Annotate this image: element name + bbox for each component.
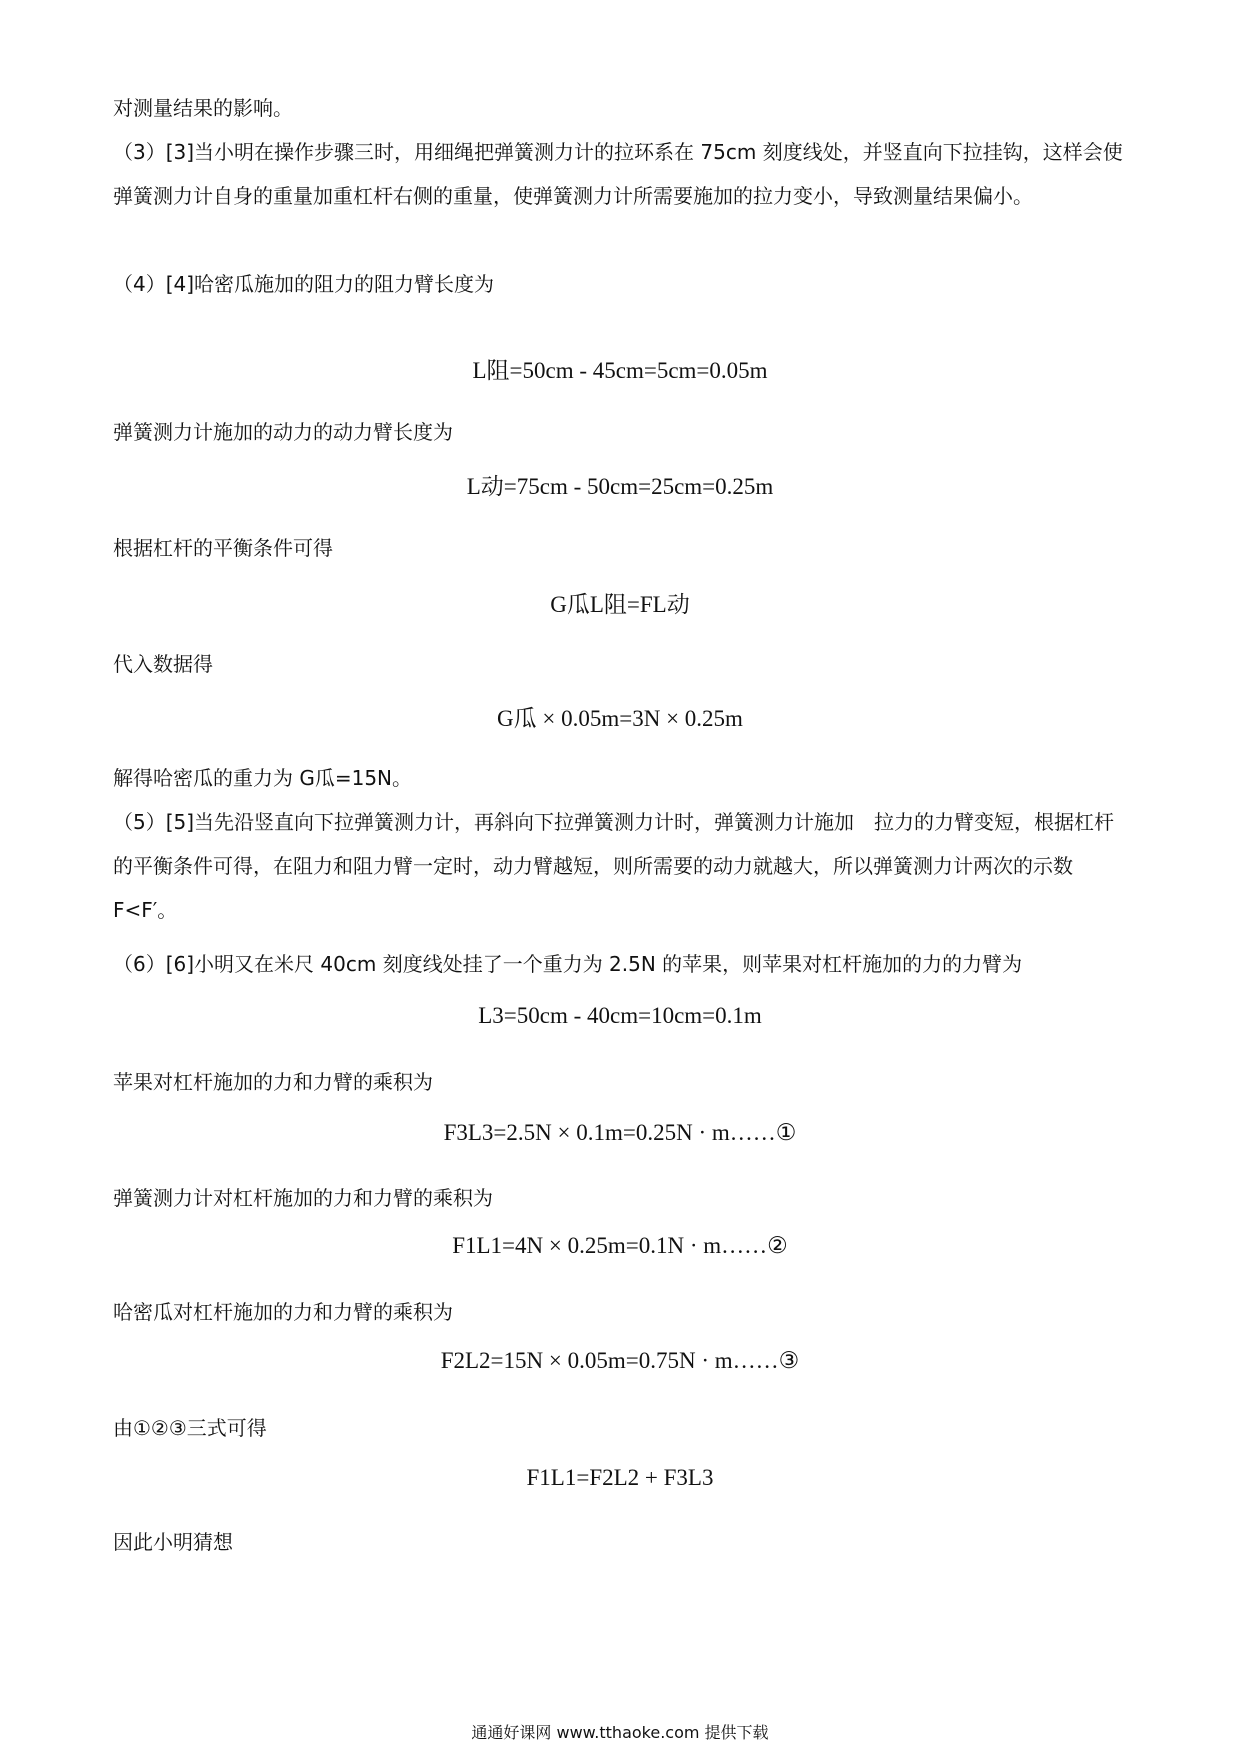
- equation-effort-arm: L动=75cm - 50cm=25cm=0.25m: [466, 474, 774, 499]
- paragraph-balance-condition: 根据杠杆的平衡条件可得: [113, 536, 333, 560]
- paragraph-step-4: （4）[4]哈密瓜施加的阻力的阻力臂长度为: [113, 272, 495, 296]
- paragraph-substitute: 代入数据得: [113, 652, 213, 676]
- equation-balance: G瓜L阻=FL动: [550, 592, 690, 617]
- equation-melon-product: F2L2=15N × 0.05m=0.75N · m……③: [440, 1348, 800, 1373]
- paragraph-step-3: （3）[3]当小明在操作步骤三时，用细绳把弹簧测力计的拉环系在 75cm 刻度线处，并竖直向下拉挂钩，这样会使弹簧测力计自身的重量加重杠杆右侧的重量，使弹簧测力计所需要施加的拉力变小，导致测量结果偏小。: [113, 140, 1123, 208]
- page-footer: 通通好课网 www.tthaoke.com 提供下载: [471, 1723, 769, 1742]
- paragraph-apple-product: 苹果对杠杆施加的力和力臂的乘积为: [113, 1070, 433, 1094]
- paragraph-melon-product: 哈密瓜对杠杆施加的力和力臂的乘积为: [113, 1300, 453, 1324]
- equation-apple-product: F3L3=2.5N × 0.1m=0.25N · m……①: [443, 1120, 797, 1145]
- paragraph-effect-on-result: 对测量结果的影响。: [113, 96, 293, 120]
- equation-resistance-arm: L阻=50cm - 45cm=5cm=0.05m: [472, 358, 768, 383]
- paragraph-effort-arm-intro: 弹簧测力计施加的动力的动力臂长度为: [113, 420, 453, 444]
- equation-combined: F1L1=F2L2 + F3L3: [526, 1465, 714, 1490]
- equation-spring-product: F1L1=4N × 0.25m=0.1N · m……②: [452, 1233, 788, 1258]
- equation-substituted: G瓜 × 0.05m=3N × 0.25m: [497, 706, 743, 731]
- paragraph-spring-product: 弹簧测力计对杠杆施加的力和力臂的乘积为: [113, 1186, 493, 1210]
- paragraph-combine: 由①②③三式可得: [113, 1416, 267, 1440]
- paragraph-step-6: （6）[6]小明又在米尺 40cm 刻度线处挂了一个重力为 2.5N 的苹果，则苹果对杠杆施加的力的力臂为: [113, 952, 1023, 976]
- paragraph-melon-weight: 解得哈密瓜的重力为 G瓜=15N。: [113, 766, 413, 790]
- paragraph-conclusion: 因此小明猜想: [113, 1530, 233, 1554]
- paragraph-step-5: （5）[5]当先沿竖直向下拉弹簧测力计，再斜向下拉弹簧测力计时，弹簧测力计施加 拉力的力臂变短，根据杠杆的平衡条件可得，在阻力和阻力臂一定时，动力臂越短，则所需要的动力就越大，所以弹簧测力计两次的示数 F<F′。: [113, 810, 1115, 922]
- equation-apple-arm: L3=50cm - 40cm=10cm=0.1m: [478, 1003, 762, 1028]
